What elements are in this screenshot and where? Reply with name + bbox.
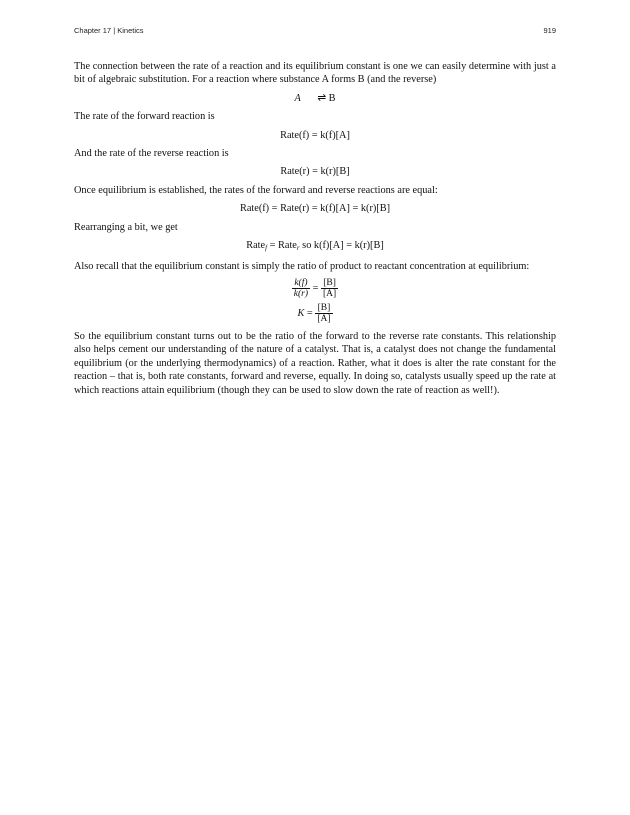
equals-sign: = [312, 282, 321, 294]
rate-label-f: Rate [246, 240, 266, 252]
rearranging-paragraph: Rearranging a bit, we get [74, 221, 178, 233]
page-content [74, 60, 556, 397]
subscript-f: f [265, 244, 268, 253]
rearranged-equation [74, 239, 556, 255]
fraction-numerator: k(f) [292, 278, 310, 289]
k-concentration-fraction [315, 303, 332, 324]
subscript-r: r [296, 244, 300, 253]
fraction-denominator: [A] [323, 288, 337, 299]
k-equation [74, 303, 556, 324]
concentration-fraction [321, 278, 338, 299]
product-b: B [328, 92, 336, 104]
equilibrium-constant-symbol: K [297, 307, 305, 319]
fraction-numerator: [B] [315, 303, 332, 314]
reactant-a: A [294, 92, 301, 104]
page-number: 919 [543, 26, 556, 35]
equals-sign: = [306, 307, 316, 319]
equilibrium-constant-paragraph: Also recall that the equilibrium constant is simply the ratio of product to reactant concentration at equilibrium: [74, 261, 530, 273]
fraction-numerator: [B] [321, 278, 338, 289]
reaction-equation [74, 92, 556, 105]
reverse-rate-paragraph: And the rate of the reverse reaction is [74, 148, 229, 160]
fraction-denominator: [A] [317, 313, 331, 324]
intro-paragraph: The connection between the rate of a reaction and its equilibrium constant is one we can easily determine with just a bit of algebraic substitution. For a reaction where substance A forms B (and the reverse) [74, 61, 556, 86]
equilibrium-paragraph: Once equilibrium is established, the rates of the forward and reverse reactions are equal: [74, 184, 438, 196]
so-word: so [299, 240, 314, 252]
chapter-title: Chapter 17 | Kinetics [74, 26, 144, 35]
equal-rates-equation: Rate(f) = Rate(r) = k(f)[A] = k(r)[B] [239, 203, 391, 215]
catalyst-paragraph: So the equilibrium constant turns out to be the ratio of the forward to the reverse rate constants. This relationship also helps cement our understanding of the nature of a catalyst. That is, a catalyst does not change the fundamental equilibrium (or the underlying thermodynamics) of a reaction. Rather, what it does is alter the rate constant for the reaction – that is, both rate constants, forward and reverse, equally. In doing so, catalysts usually speed up the rate at which reactions attain equilibrium (though they can be used to slow down the rate of reaction as well!). [74, 330, 556, 396]
forward-rate-paragraph: The rate of the forward reaction is [74, 111, 215, 123]
equals-rate: = Rate [267, 240, 297, 252]
equilibrium-arrow: ⇌ [317, 92, 327, 104]
fraction-denominator: k(r) [293, 288, 309, 299]
forward-rate-equation: Rate(f) = k(f)[A] [280, 129, 350, 141]
rate-constant-fraction [292, 278, 310, 299]
ratio-equation [74, 278, 556, 299]
reverse-rate-equation: Rate(r) = k(r)[B] [280, 166, 350, 178]
rate-constant-expression: k(f)[A] = k(r)[B] [313, 240, 384, 252]
